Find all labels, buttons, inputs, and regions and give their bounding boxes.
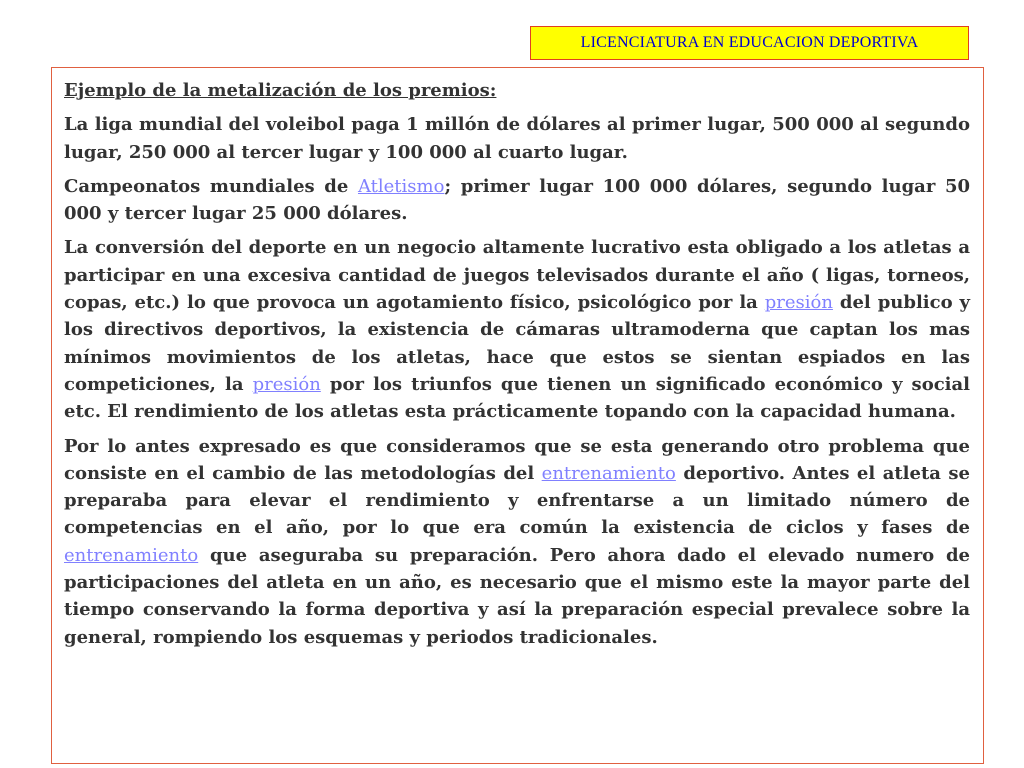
header-title-box [530, 26, 969, 60]
paragraph-2-text-b: ; primer lugar 100 000 dólares, segundo lugar 50 000 y tercer lugar 25 000 dólares. [64, 175, 970, 225]
paragraph-4-text-c: que aseguraba su preparación. Pero ahora dado el elevado numero de participaciones del atleta en un año, es necesario que el mismo este la mayor parte del tiempo conservando la forma deportiva y así la preparación especial prevalece sobre la general, rompiendo los esquemas y periodos tradicionales. [64, 544, 970, 648]
paragraph-3-text-b: del publico y los directivos deportivos, la existencia de cámaras ultramoderna que captan los mas mínimos movimientos de los atletas, hace que estos se sientan espiados en las competiciones, la [64, 292, 970, 395]
paragraph-3-text-c: por los triunfos que tienen un significado económico y social etc. El rendimiento de los atletas esta prácticamente topando con la capacidad humana. [64, 373, 971, 423]
paragraph-1-text: La liga mundial del voleibol paga 1 millón de dólares al primer lugar, 500 000 al segundo lugar, 250 000 al tercer lugar y 100 000 al cuarto lugar. [64, 114, 970, 163]
content-heading [64, 77, 970, 104]
content-box [51, 67, 984, 764]
paragraph-4 [64, 433, 970, 651]
paragraph-1 [64, 111, 970, 166]
paragraph-4-text-a: Por lo antes expresado es que consideramos que se esta generando otro problema que consiste en el cambio de las metodologías del [64, 435, 970, 484]
entrenamiento-link-2[interactable]: entrenamiento [64, 544, 199, 566]
header-title: LICENCIATURA EN EDUCACION DEPORTIVA [580, 34, 919, 51]
paragraph-2-text-a: Campeonatos mundiales de [64, 175, 358, 197]
atletismo-link[interactable]: Atletismo [357, 175, 445, 197]
paragraph-2 [64, 173, 970, 228]
paragraph-4-text-b: deportivo. Antes el atleta se preparaba para elevar el rendimiento y enfrentarse a un limitado número de competencias en el año, por lo que era común la existencia de ciclos y fases de [64, 462, 970, 539]
paragraph-3 [64, 234, 970, 425]
presion-link-1[interactable]: presión [764, 292, 833, 314]
heading-text: Ejemplo de la metalización de los premios: [64, 80, 497, 101]
paragraph-3-text-a: La conversión del deporte en un negocio altamente lucrativo esta obligado a los atletas a participar en una excesiva cantidad de juegos televisados durante el año ( ligas, torneos, copas, etc.) lo que provoca un agotamiento físico, psicológico por la [64, 237, 970, 314]
entrenamiento-link-1[interactable]: entrenamiento [541, 462, 676, 484]
presion-link-2[interactable]: presión [252, 373, 321, 395]
